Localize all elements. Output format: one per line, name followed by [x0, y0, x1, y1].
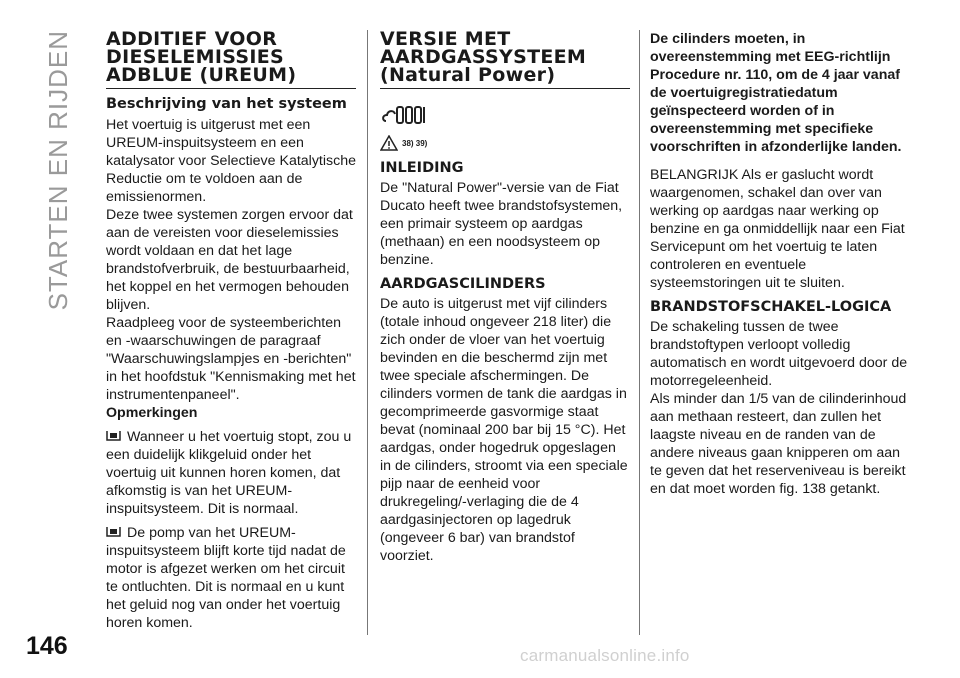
section-heading-adblue: ADDITIEF VOOR DIESELEMISSIES ADBLUE (UREUM)	[106, 30, 356, 89]
warning-refs: 38) 39)	[402, 138, 428, 148]
heading-cylinders: AARDGASCILINDERS	[380, 276, 546, 292]
bullet-icon	[106, 429, 123, 442]
watermark: carmanualsonline.info	[520, 646, 690, 665]
column-divider	[367, 30, 368, 635]
note-text: Wanneer u het voertuig stopt, zou u een duidelijk klikgeluid onder het voertuig uit kunnen horen komen, dat afkomstig is van het UREUM-inspuitsysteem. Dit is normaal.	[106, 429, 352, 517]
paragraph: De schakeling tussen de twee brandstoftypen verloopt volledig automatisch en wordt uitgevoerd door de motorregeleenheid.	[650, 319, 908, 389]
note-item	[106, 428, 356, 518]
paragraph: De auto is uitgerust met vijf cilinders (totale inhoud ongeveer 218 liter) die zich onder de vloer van het voertuig bevinden en die beschermd zijn met twee speciale afschermingen. De cilinders vormen de tank die aardgas in gecomprimeerde gasvormige staat bevat (nominaal 200 bar bij 15 °C). Het aardgas, onder hogedruk opgeslagen in de cilinders, stroomt via een speciale pijp naar de eenheid voor drukregeling/-verlaging die de 4 aardgasinjectoren op lagedruk (ongeveer 6 bar) van brandstof voorziet.	[380, 296, 628, 564]
column-divider	[639, 30, 640, 635]
warning-triangle-icon	[380, 135, 398, 151]
notes-title: Opmerkingen	[106, 405, 198, 421]
warning-reference	[380, 133, 630, 153]
column-adblue	[106, 30, 356, 632]
section-heading-natural-power: VERSIE MET AARDGASSYSTEEM (Natural Power)	[380, 30, 630, 89]
paragraph: Deze twee systemen zorgen ervoor dat aan de vereisten voor dieselemissies wordt voldaan en dat het lage brandstofverbruik, de bestuurbaarheid, het koppel en het vermogen behouden blijven.	[106, 207, 353, 313]
page-number: 146	[26, 632, 68, 660]
chapter-title-text: STARTEN EN RIJDEN	[43, 30, 73, 311]
heading-intro: INLEIDING	[380, 160, 464, 176]
paragraph: De "Natural Power"-versie van de Fiat Ducato heeft twee brandstofsystemen, een primair systeem op aardgas (methaan) en een noodsysteem op benzine.	[380, 180, 623, 268]
bullet-icon	[106, 525, 123, 538]
important-notice: BELANGRIJK Als er gaslucht wordt waargenomen, schakel dan over van werking op aardgas naar werking op benzine en ga onmiddellijk naar een Fiat Servicepunt om het voertuig te laten controleren en eventuele systeemstoringen uit te sluiten.	[650, 167, 905, 291]
subheading-system-description: Beschrijving van het systeem	[106, 96, 347, 112]
chapter-side-title	[34, 30, 78, 330]
note-text: De pomp van het UREUM-inspuitsysteem blijft korte tijd nadat de motor is afgezet werken om het circuit te ontluchten. Dit is normaal en u kunt het geluid nog van onder het voertuig horen komen.	[106, 525, 346, 631]
paragraph: Raadpleeg voor de systeemberichten en -waarschuwingen de paragraaf "Waarschuwingslampjes en -berichten" in het hoofdstuk "Kennismaking met het instrumentenpaneel".	[106, 315, 356, 403]
heading-fuel-switch-logic: BRANDSTOFSCHAKEL-LOGICA	[650, 299, 892, 315]
column-natural-power	[380, 30, 630, 565]
methane-fuel-icon	[380, 101, 630, 129]
inspection-notice: De cilinders moeten, in overeenstemming met EEG-richtlijn Procedure nr. 110, om de 4 jaar vanaf de voertuigregistratiedatum geïnspecteerd worden of in overeenstemming met specifieke voorschriften in afzonderlijke landen.	[650, 31, 902, 155]
paragraph: Als minder dan 1/5 van de cilinderinhoud aan methaan resteert, dan zullen het laagste niveau en de randen van de andere niveaus gaan knipperen om aan te geven dat het reserveniveau is bereikt en dat moet worden fig. 138 getankt.	[650, 391, 907, 497]
note-item	[106, 524, 356, 632]
paragraph: Het voertuig is uitgerust met een UREUM-inspuitsysteem en een katalysator voor Selectieve Katalytische Reductie om te voldoen aan de emissienormen.	[106, 117, 356, 205]
column-cylinders-logic	[650, 30, 912, 498]
